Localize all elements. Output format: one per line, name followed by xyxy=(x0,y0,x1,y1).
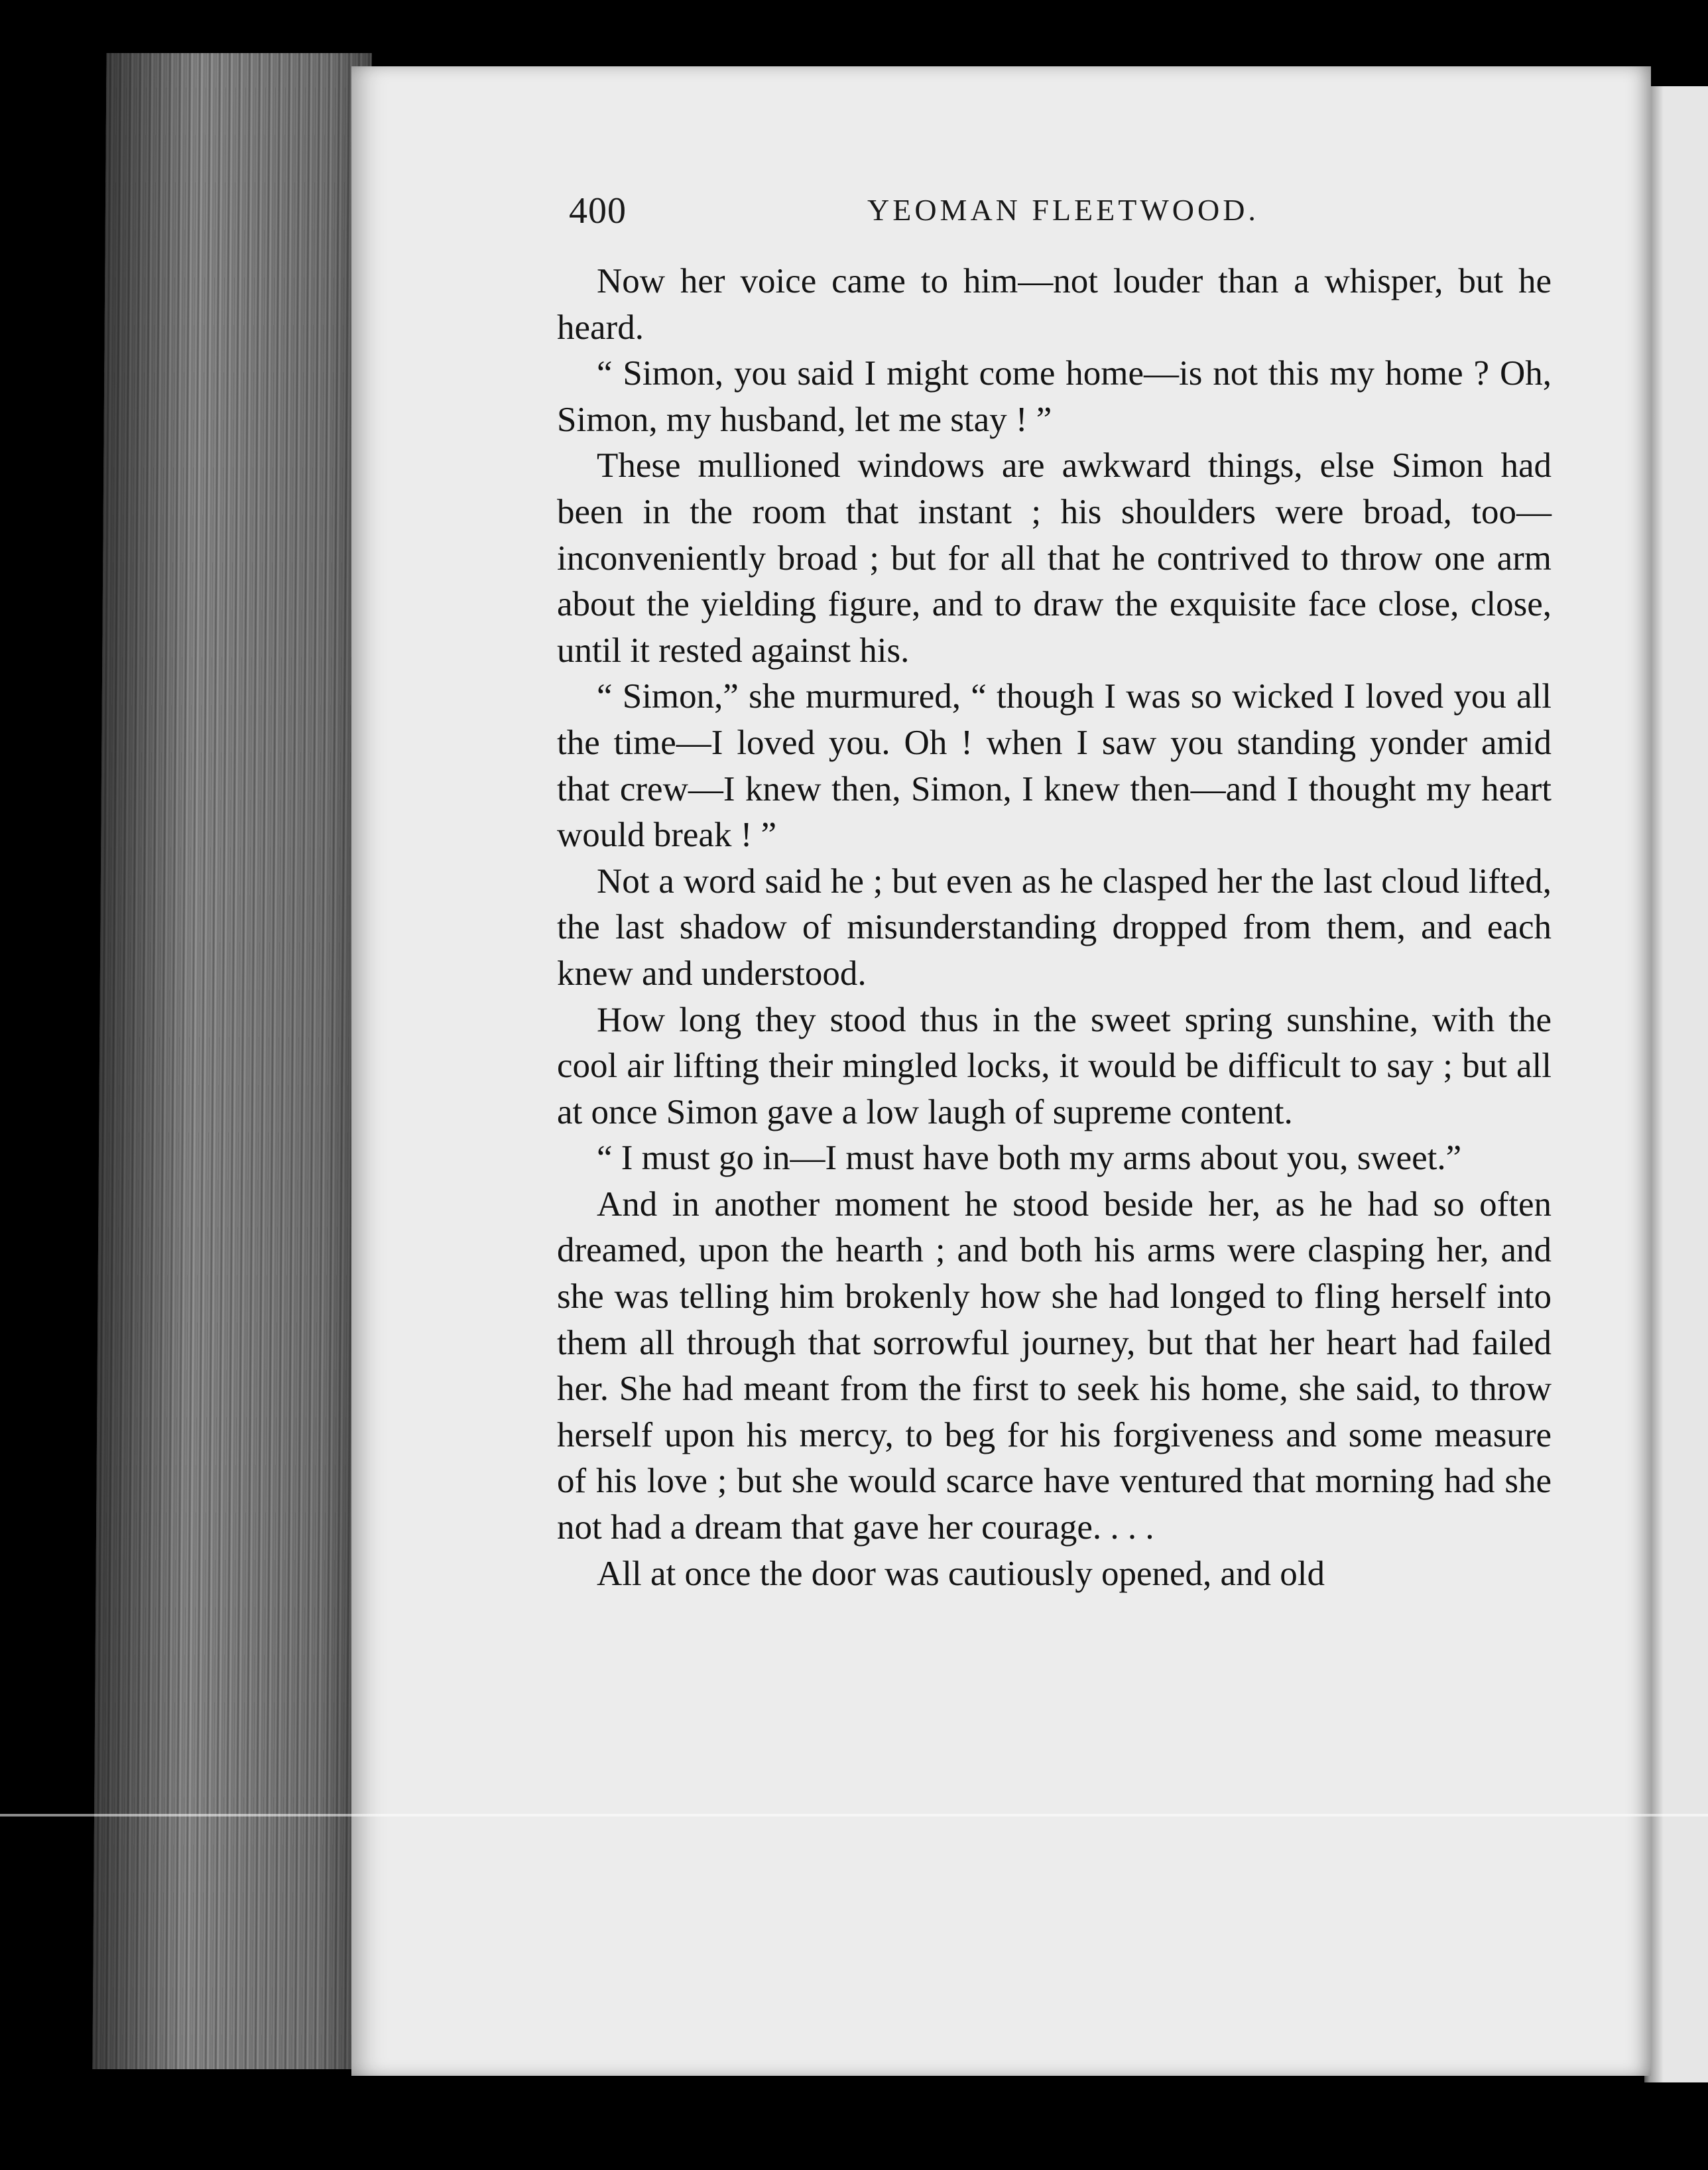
paragraph: These mullioned windows are awkward things, else Simon had been in the room that instant ; his shoulders were broad, too—inconveniently broad ; but for all that he contrived to throw one arm about the yielding figure, and to draw the exquisite face close, close, until it rested against his. xyxy=(557,446,1552,670)
paragraph: Not a word said he ; but even as he clasped her the last cloud lifted, the last shadow of misunderstanding dropped from them, and each knew and understood. xyxy=(557,862,1552,993)
paragraph: Now her voice came to him—not louder than a whisper, but he heard. xyxy=(557,262,1552,347)
paragraph: “ Simon,” she murmured, “ though I was so wicked I loved you all the time—I loved you. Oh ! when I saw you standing yonder amid that crew—I knew then, Simon, I knew then—and I thought my heart would break ! ” xyxy=(557,677,1552,855)
paragraph: All at once the door was cautiously opened, and old xyxy=(597,1554,1325,1593)
book-page-edges xyxy=(92,53,371,2069)
running-title: YEOMAN FLEETWOOD. xyxy=(867,193,1259,227)
paragraph: “ I must go in—I must have both my arms about you, sweet.” xyxy=(597,1139,1462,1178)
paragraph: How long they stood thus in the sweet spring sunshine, with the cool air lifting their mingled locks, it would be difficult to say ; but all at once Simon gave a low laugh of supreme content. xyxy=(557,1000,1552,1131)
page-number: 400 xyxy=(569,190,627,231)
facing-page-edge xyxy=(1644,86,1708,2082)
body-text xyxy=(557,259,1552,1597)
scan-artifact-line xyxy=(0,1814,1708,1817)
running-head xyxy=(569,183,1550,243)
paragraph: “ Simon, you said I might come home—is not this my home ? Oh, Simon, my husband, let me stay ! ” xyxy=(557,354,1552,439)
paragraph: And in another moment he stood beside her, as he had so often dreamed, upon the hearth ; and both his arms were clasping her, and she was telling him brokenly how she had longed to fling herself into them all through that sorrowful journey, but that her heart had failed her. She had meant from the first to seek his home, she said, to throw herself upon his mercy, to beg for his forgiveness and some measure of his love ; but she would scarce have ventured that morning had she not had a dream that gave her courage. . . . xyxy=(557,1184,1552,1547)
